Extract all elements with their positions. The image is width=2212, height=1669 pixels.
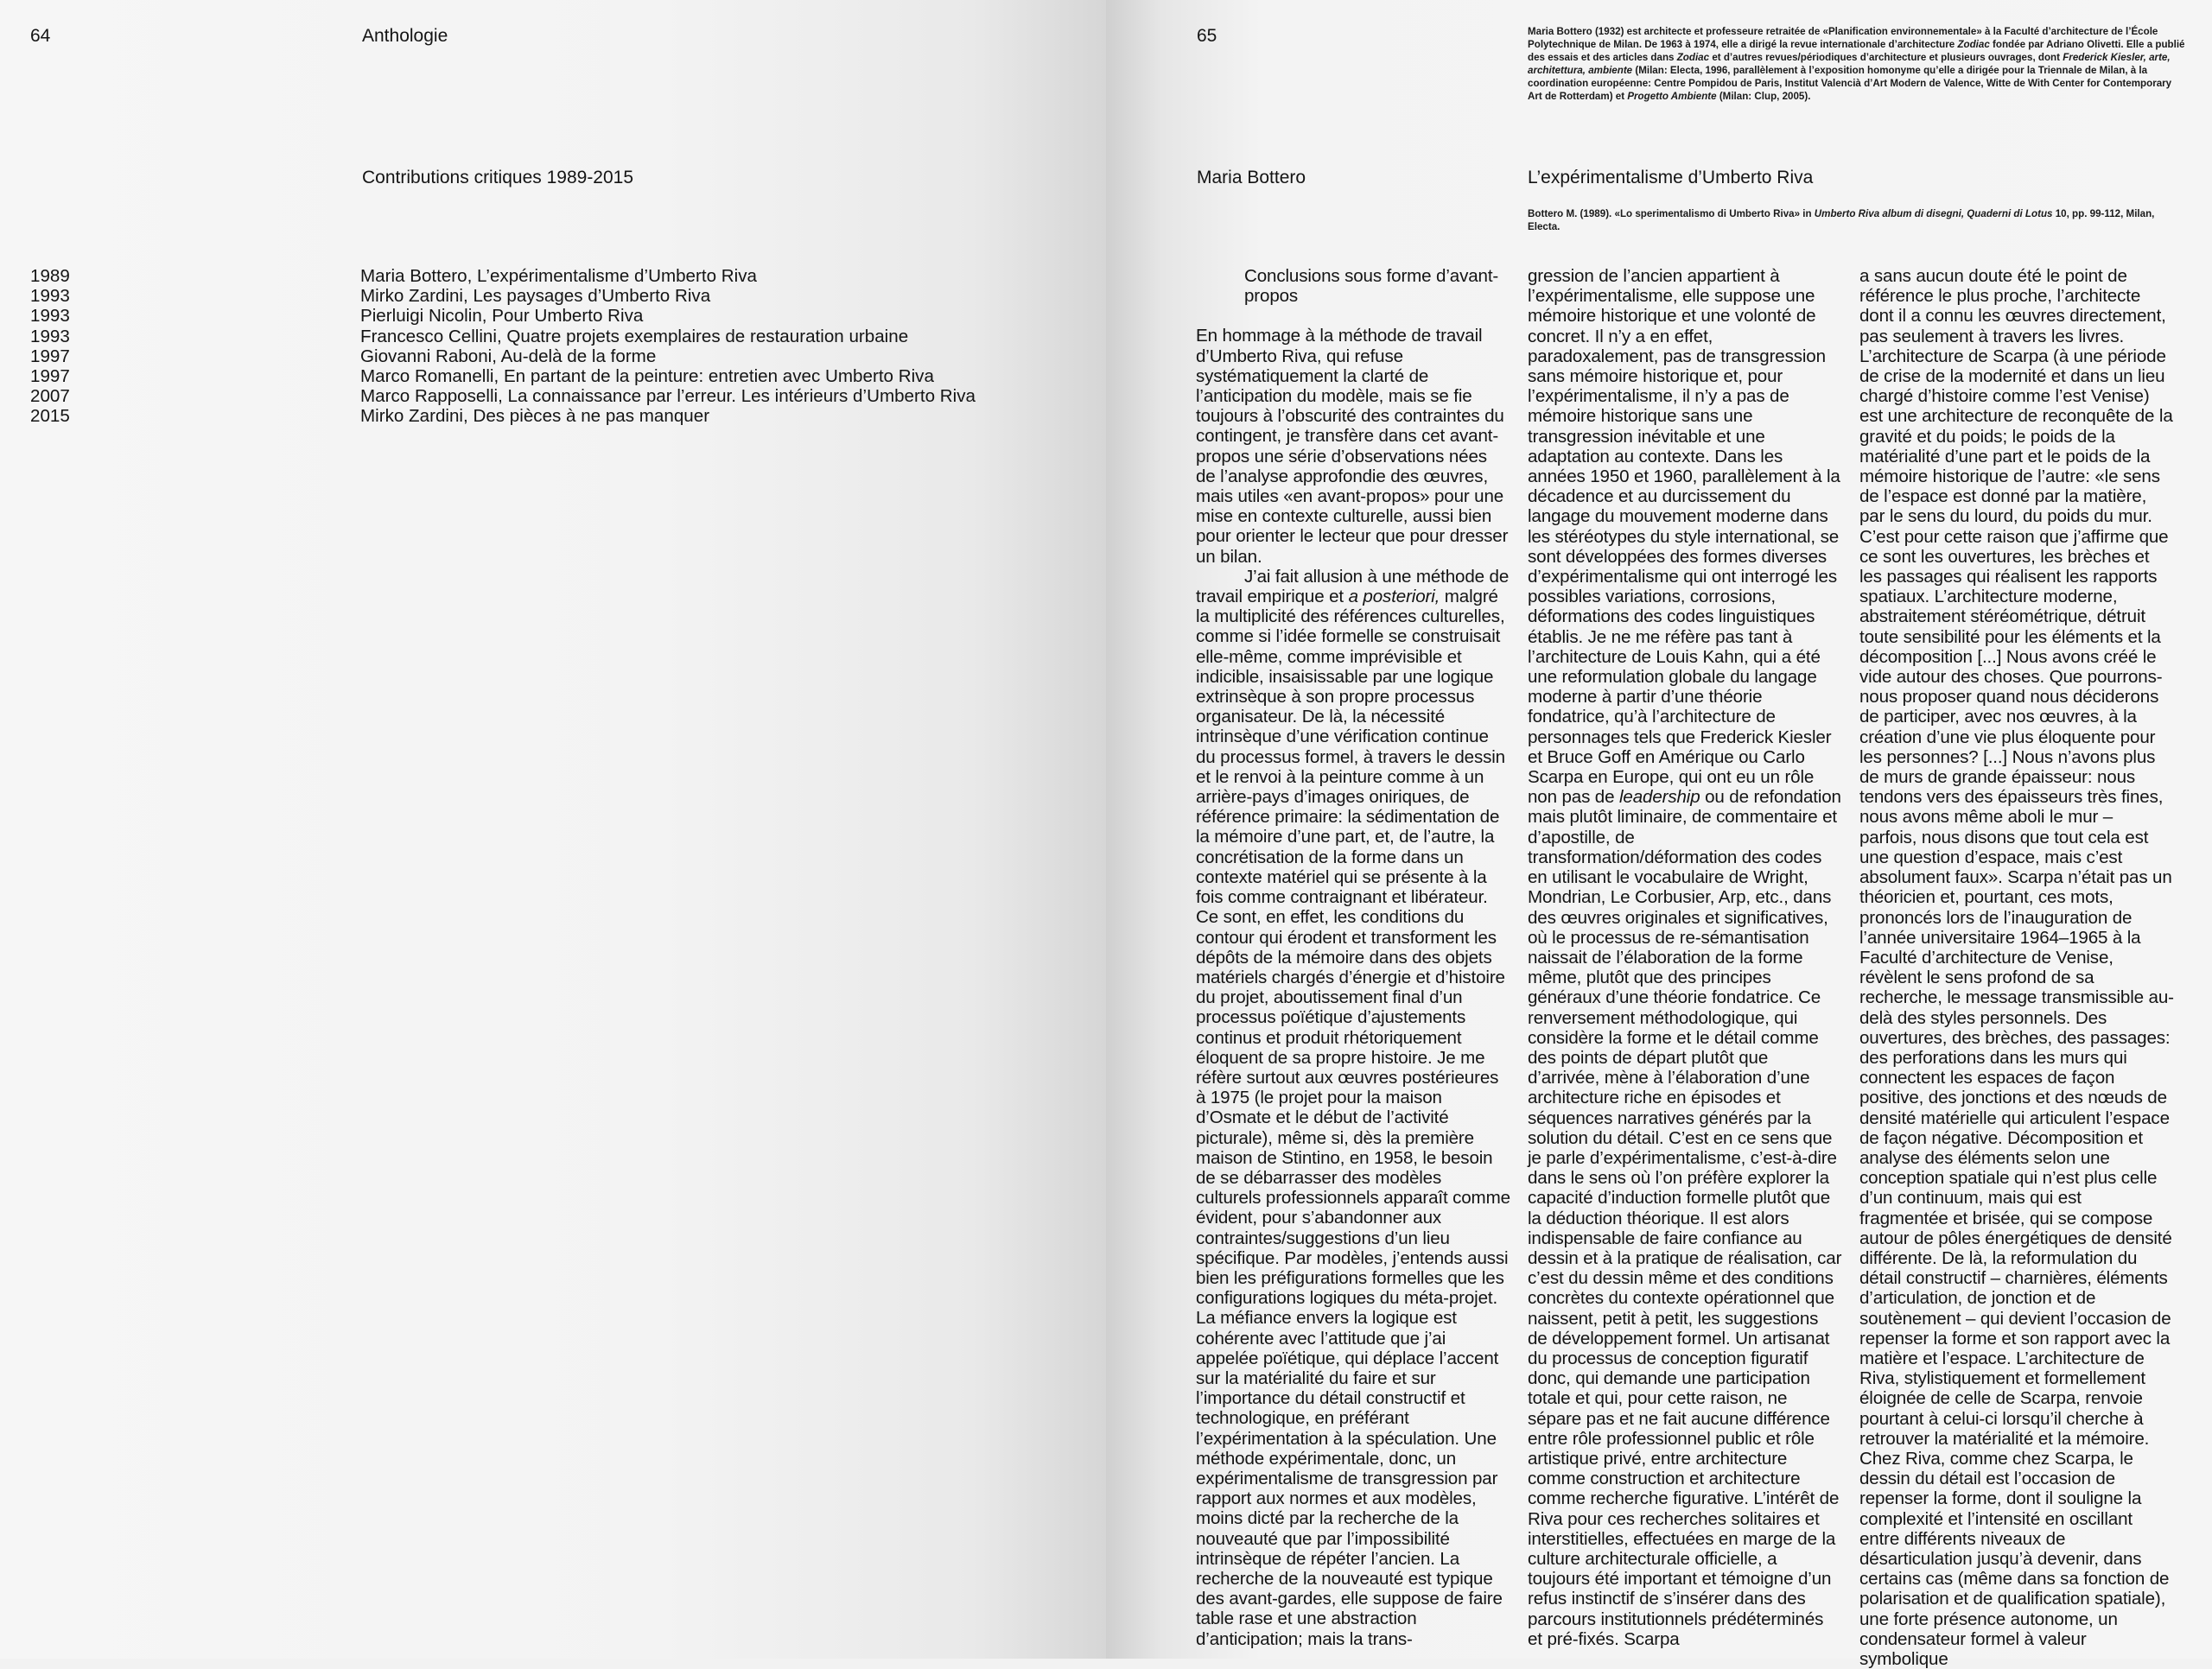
bio-text: et d’autres revues/périodiques d’architecture et plusieurs ouvrages, dont	[1709, 52, 2063, 63]
index-year: 1989	[30, 266, 70, 286]
index-row	[30, 327, 976, 346]
paragraph: a sans aucun doute été le point de référence le plus proche, l’architecte dont il a connu les œuvres directement, pas seulement à travers les livres. L’architecture de Scarpa (à une période de crise de la modernité et dans un lieu chargé d’histoire comme l’est Venise) est une architecture de reconquête de la gravité et du poids; le poids de la matérialité d’une part et le poids de la mémoire historique de l’autre: «le sens de l’espace est donné par la matière, par le sens du lourd, du poids du mur. C’est pour cette raison que j’affirme que ce sont les ouvertures, les brèches et les passages qui réalisent les rapports spatiaux. L’architecture moderne, abstraitement stéréométrique, détruit toute sensibilité pour les éléments et la décomposition [...] Nous avons créé le vide autour des choses. Que pourrons-nous proposer quand nous déciderons de participer, avec nos œuvres, à la création d’une vie plus éloquente pour les personnes? [...] Nous n’avons plus de murs de grande épaisseur: nous tendons vers des épaisseurs très fines, nous avons même aboli le mur – parfois, nous disons que tout cela est une question d’espace, mais c’est absolument faux». Scarpa n’était pas un théoricien et, pourtant, ces mots, prononcés lors de l’inauguration de l’année universitaire 1964–1965 à la Faculté d’architecture de Venise, révèlent le sens profond de sa recherche, le message transmissible au-delà des styles personnels. Des ouvertures, des brèches, des passages: des perforations dans les murs qui connectent les espaces de façon positive, des jonctions et des nœuds de densité matérielle qui articulent l’espace de façon négative. Décomposition et analyse des éléments selon une conception spatiale qui n’est plus celle d’un continuum, mais qui est fragmentée et brisée, qui se compose autour de pôles énergétiques de densité différente. De là, la reformulation du détail constructif – charnières, éléments d’articulation, de jonction et de soutènement – qui devient l’occasion de repenser la forme et son rapport avec la matière et l’espace. L’architecture de Riva, stylistiquement et formellement éloignée de celle de Scarpa, renvoie pourtant à celui-ci lorsqu’il cherche à retrouver la matérialité et la mémoire. Chez Riva, comme chez Scarpa, le dessin du détail est l’occasion de repenser la forme, dont il souligne la complexité et l’intensité en oscillant entre différents niveaux de désarticulation jusqu’à devenir, dans certains cas (même dans sa fonction de polarisation et de qualification spatiale), une forte présence autonome, un condensateur formel à valeur symbolique	[1859, 266, 2174, 1669]
page-number: 65	[1197, 26, 1217, 46]
bio-text: Maria Bottero (1932) est architecte et professeure retraitée de «Planification environnementale» à la Faculté d’architecture de l’École Polytechnique de Milan. De 1963 à 1974, elle a dirigé la revue internationale d’architecture	[1528, 26, 2158, 50]
bio-italic: Progetto Ambiente	[1627, 91, 1717, 102]
index-row	[30, 386, 976, 406]
left-page	[0, 0, 1106, 1659]
text-column-3	[1859, 266, 2174, 1669]
index-year: 1993	[30, 286, 70, 307]
section-title: Contributions critiques 1989-2015	[362, 168, 634, 187]
contents-index	[30, 266, 976, 427]
bio-italic: Zodiac	[1957, 39, 1990, 50]
paragraph-italic: a posteriori,	[1348, 587, 1440, 607]
index-year: 1993	[30, 306, 70, 327]
index-row	[30, 406, 976, 426]
paragraph: En hommage à la méthode de travail d’Umberto Riva, qui refuse systématiquement la clarté de l’anticipation du modèle, mais se fie toujours à l’obscurité des contraintes du contingent, je transfère dans cet avant-propos une série d’observations nées de l’analyse approfondie des œuvres, mais utiles «en avant-propos» pour une mise en contexte culturelle, aussi bien pour orienter le lecteur que pour dresser un bilan.	[1196, 326, 1509, 567]
source-text: 10, pp. 99-112, Milan, Electa.	[1528, 208, 2155, 232]
index-entry: Francesco Cellini, Quatre projets exemplaires de restauration urbaine	[360, 326, 909, 346]
index-row	[30, 346, 976, 366]
bio-italic: Zodiac	[1676, 52, 1710, 63]
text-column-2	[1528, 266, 1842, 1649]
index-row	[30, 286, 976, 306]
source-text: Bottero M. (1989). «Lo sperimentalismo di Umberto Riva» in	[1528, 208, 1815, 219]
index-year: 1997	[30, 346, 70, 366]
paragraph-text: ou de refondation mais plutôt liminaire, de commentaire et d’apostille, de transformation/déformation des codes en utilisant le vocabulaire de Wright, Mondrian, Le Corbusier, Arp, etc., dans des œuvres originales et significatives, où le processus de re-sémantisation naissait de l’élaboration de la forme même, plutôt que des principes généraux d’une théorie fondatrice. Ce renversement méthodologique, qui considère la forme et le détail comme des points de départ plutôt que d’arrivée, mène à l’élaboration d’une architecture riche en épisodes et séquences narratives générés par la solution du détail. C’est en ce sens que je parle d’expérimentalisme, c’est-à-dire dans le sens où l’on préfère explorer la capacité d’induction formelle plutôt que la déduction théorique. Il est alors indispensable de faire confiance au dessin et à la pratique de réalisation, car c’est du dessin même et des conditions concrètes du contexte opérationnel que naissent, petit à petit, les suggestions de développement formel. Un artisanat du processus de conception figuratif donc, qui demande une participation totale et qui, pour cette raison, ne sépare pas et ne fait aucune différence entre rôle professionnel public et rôle artistique privé, entre architecture comme construction et architecture comme recherche figurative. L’intérêt de Riva pour ces recherches solitaires et interstitielles, effectuées en marge de la culture architecturale officielle, a toujours été important et témoigne d’un refus instinctif de s’insérer dans des parcours institutionnels prédéterminés et pré-fixés. Scarpa	[1528, 787, 1842, 1649]
index-row	[30, 266, 976, 286]
index-entry: Pierluigi Nicolin, Pour Umberto Riva	[360, 306, 644, 327]
source-italic: Umberto Riva album di disegni, Quaderni di Lotus	[1814, 208, 2053, 219]
index-year: 1997	[30, 366, 70, 387]
bio-text: (Milan: Electa, 1996, parallèlement à l’exposition homonyme qu’elle a dirigée pour la Triennale de Milan, à la coordination européenne: Centre Pompidou de Paris, Institut Valencià d’Art Modern de Valence, Witte de With Center for Contemporary Art de Rotterdam) et	[1528, 65, 2172, 102]
paragraph	[1528, 266, 1842, 1649]
source-citation	[1528, 207, 2186, 233]
author-bio	[1528, 25, 2186, 103]
index-entry: Marco Romanelli, En partant de la peinture: entretien avec Umberto Riva	[360, 366, 934, 387]
paragraph	[1196, 567, 1510, 1309]
running-header: Anthologie	[362, 26, 448, 46]
index-entry: Maria Bottero, L’expérimentalisme d’Umberto Riva	[360, 266, 757, 286]
right-page	[1106, 0, 2212, 1669]
index-year: 2015	[30, 406, 70, 427]
article-title: L’expérimentalisme d’Umberto Riva	[1528, 168, 1814, 187]
article-author: Maria Bottero	[1197, 168, 1306, 187]
index-entry: Mirko Zardini, Les paysages d’Umberto Riva	[360, 286, 711, 307]
index-entry: Giovanni Raboni, Au-delà de la forme	[360, 346, 657, 366]
index-entry: Marco Rapposelli, La connaissance par l’erreur. Les intérieurs d’Umberto Riva	[360, 386, 976, 407]
paragraph-text: malgré la multiplicité des références culturelles, comme si l’idée formelle se construisait elle-même, comme imprévisible et indicible, insaisissable par une logique extrinsèque à son propre processus organisateur. De là, la nécessité intrinsèque d’une vérification continue du processus formel, à travers le dessin et le renvoi à la peinture comme à un arrière-pays d’images oniriques, de référence primaire: la sédimentation de la mémoire d’une part, et, de l’autre, la concrétisation de la forme dans un contexte matériel qui se présente à la fois comme contraignant et libérateur. Ce sont, en effet, les conditions du contour qui érodent et transforment les dépôts de la mémoire dans des objets matériels chargés d’énergie et d’histoire du projet, aboutissement final d’un processus poïétique d’ajustements continus et produit rhétoriquement éloquent de sa propre histoire. Je me réfère surtout aux œuvres postérieures à 1975 (le projet pour la maison d’Osmate et le début de l’activité picturale), même si, dès la première maison de Stintino, en 1958, le besoin de se débarrasser des modèles culturels professionnels apparaît comme évident, pour s’abandonner aux contraintes/suggestions d’un lieu spécifique. Par modèles, j’entends aussi bien les préfigurations formelles que les configurations logiques du méta-projet.	[1196, 587, 1510, 1309]
text-column-1	[1196, 266, 1510, 1649]
page-number: 64	[30, 26, 51, 46]
paragraph-text: J’ai fait allusion à une méthode de travail empirique et	[1196, 566, 1510, 607]
bio-text: (Milan: Clup, 2005).	[1716, 91, 1811, 102]
bio-text: fondée par Adriano Olivetti. Elle a publié des essais et des articles dans	[1528, 39, 2185, 63]
paragraph-italic: leadership	[1619, 787, 1700, 808]
index-year: 1993	[30, 326, 70, 346]
bio-italic: Frederick Kiesler, arte, architettura, ambiente	[1528, 52, 2171, 76]
index-row	[30, 306, 976, 326]
index-row	[30, 366, 976, 386]
paragraph-text: gression de l’ancien appartient à l’expérimentalisme, elle suppose une mémoire historique et une volonté de concret. Il n’y a en effet, paradoxalement, pas de transgression sans mémoire historique et, pour l’expérimentalisme, il n’y a pas de mémoire historique sans une transgression inévitable et une adaptation au contexte. Dans les années 1950 et 1960, parallèlement à la décadence et au durcissement du langage du mouvement moderne dans les stéréotypes du style international, se sont développées des formes diverses d’expérimentalisme qui ont interrogé les possibles variations, corrosions, déformations des codes linguistiques établis. Je ne me réfère pas tant à l’architecture de Louis Kahn, qui a été une reformulation globale du langage moderne à partir d’une théorie fondatrice, qu’à l’architecture de personnages tels que Frederick Kiesler et Bruce Goff en Amérique ou Carlo Scarpa en Europe, qui ont eu un rôle non pas de	[1528, 266, 1840, 808]
paragraph: La méfiance envers la logique est cohérente avec l’attitude que j’ai appelée poïétique, qui déplace l’accent sur la matérialité du faire et sur l’importance du détail constructif et technologique, en préférant l’expérimentation à la spéculation. Une méthode expérimentale, donc, un expérimentalisme de transgression par rapport aux normes et aux modèles, moins dicté par la recherche de la nouveauté que par l’impossibilité intrinsèque de répéter l’ancien. La recherche de la nouveauté est typique des avant-gardes, elle suppose de faire table rase et une abstraction d’anticipation; mais la trans-	[1196, 1308, 1503, 1649]
index-year: 2007	[30, 386, 70, 407]
subheading: Conclusions sous forme d’avant-propos	[1244, 266, 1499, 307]
index-entry: Mirko Zardini, Des pièces à ne pas manquer	[360, 406, 710, 427]
